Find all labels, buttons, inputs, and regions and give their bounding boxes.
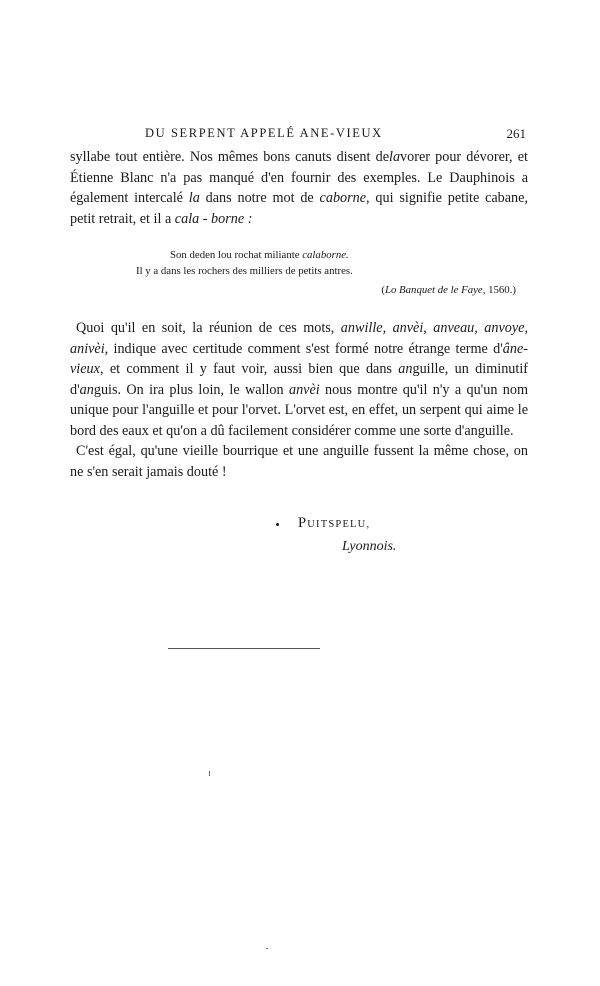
italic-segment: an bbox=[398, 361, 413, 377]
quote-source: (Lo Banquet de le Faye, 1560.) bbox=[381, 284, 516, 296]
author-name: PUITSPELU, bbox=[276, 512, 436, 536]
top-paragraph bbox=[70, 147, 528, 229]
italic-segment: anvèi bbox=[288, 381, 320, 398]
italic-segment: la bbox=[389, 149, 401, 165]
text-segment: dans notre mot de bbox=[199, 190, 320, 206]
section-end-rule bbox=[168, 648, 320, 649]
italic-segment: calaborne. bbox=[302, 249, 349, 261]
verse-quotation bbox=[70, 248, 528, 299]
italic-segment: anwille, anvèi, anveau, anvoye, anivèi bbox=[70, 320, 528, 357]
page-number: 261 bbox=[506, 126, 526, 141]
italic-segment: caborne bbox=[319, 190, 367, 206]
italic-segment: cala - borne : bbox=[174, 210, 253, 227]
main-text bbox=[70, 318, 528, 482]
signature bbox=[276, 512, 436, 558]
text-segment: syllabe tout entière. Nos mêmes bons canuts disent de bbox=[70, 149, 389, 165]
paragraph-conclusion: C'est égal, qu'une vieille bourrique et une anguille fussent la même chose, on ne s'en serait jamais douté ! bbox=[70, 443, 528, 480]
italic-segment: an bbox=[79, 381, 94, 398]
quote-line-patois: Son deden lou rochat miliante calaborne. bbox=[170, 249, 349, 261]
running-head bbox=[70, 126, 526, 146]
top-paragraph-text bbox=[70, 147, 528, 229]
running-title: DU SERPENT APPELÉ ANE-VIEUX bbox=[145, 126, 383, 140]
paragraph-reunion: Quoi qu'il en soit, la réunion de ces mots, anwille, anvèi, anveau, anvoye, anivèi, indique avec certitude comment s'est formé notre étrange terme d'âne-vieux, et comment il y faut voir, aussi bien que dans anguille, un diminutif d'anguis. On ira plus loin, le wallon anvèi nous montre qu'il n'y a qu'un nom unique pour l'anguille et pour l'orvet. L'orvet est, en effet, un serpent qui aime le bord des eaux et qu'on a dû facilement considérer comme une sorte d'anguille. bbox=[70, 320, 529, 439]
source-title: Lo Banquet de le Faye bbox=[384, 284, 483, 296]
paper-speck bbox=[266, 948, 268, 949]
text-segment: , qui signifie petite cabane, petit retrait, et il a bbox=[70, 190, 528, 227]
text-segment: vorer pour dévorer, et Étienne Blanc n'a pas manqué d'en fournir des exemples. Le Dauphinois a également intercalé bbox=[70, 149, 528, 206]
quote-line-translation: Il y a dans les rochers des milliers de petits antres. bbox=[136, 264, 353, 277]
italic-segment: la bbox=[188, 190, 200, 206]
ink-dot bbox=[276, 523, 279, 526]
author-place: Lyonnois. bbox=[342, 539, 397, 554]
italic-segment: âne-vieux bbox=[70, 340, 528, 377]
paper-speck bbox=[209, 771, 210, 776]
